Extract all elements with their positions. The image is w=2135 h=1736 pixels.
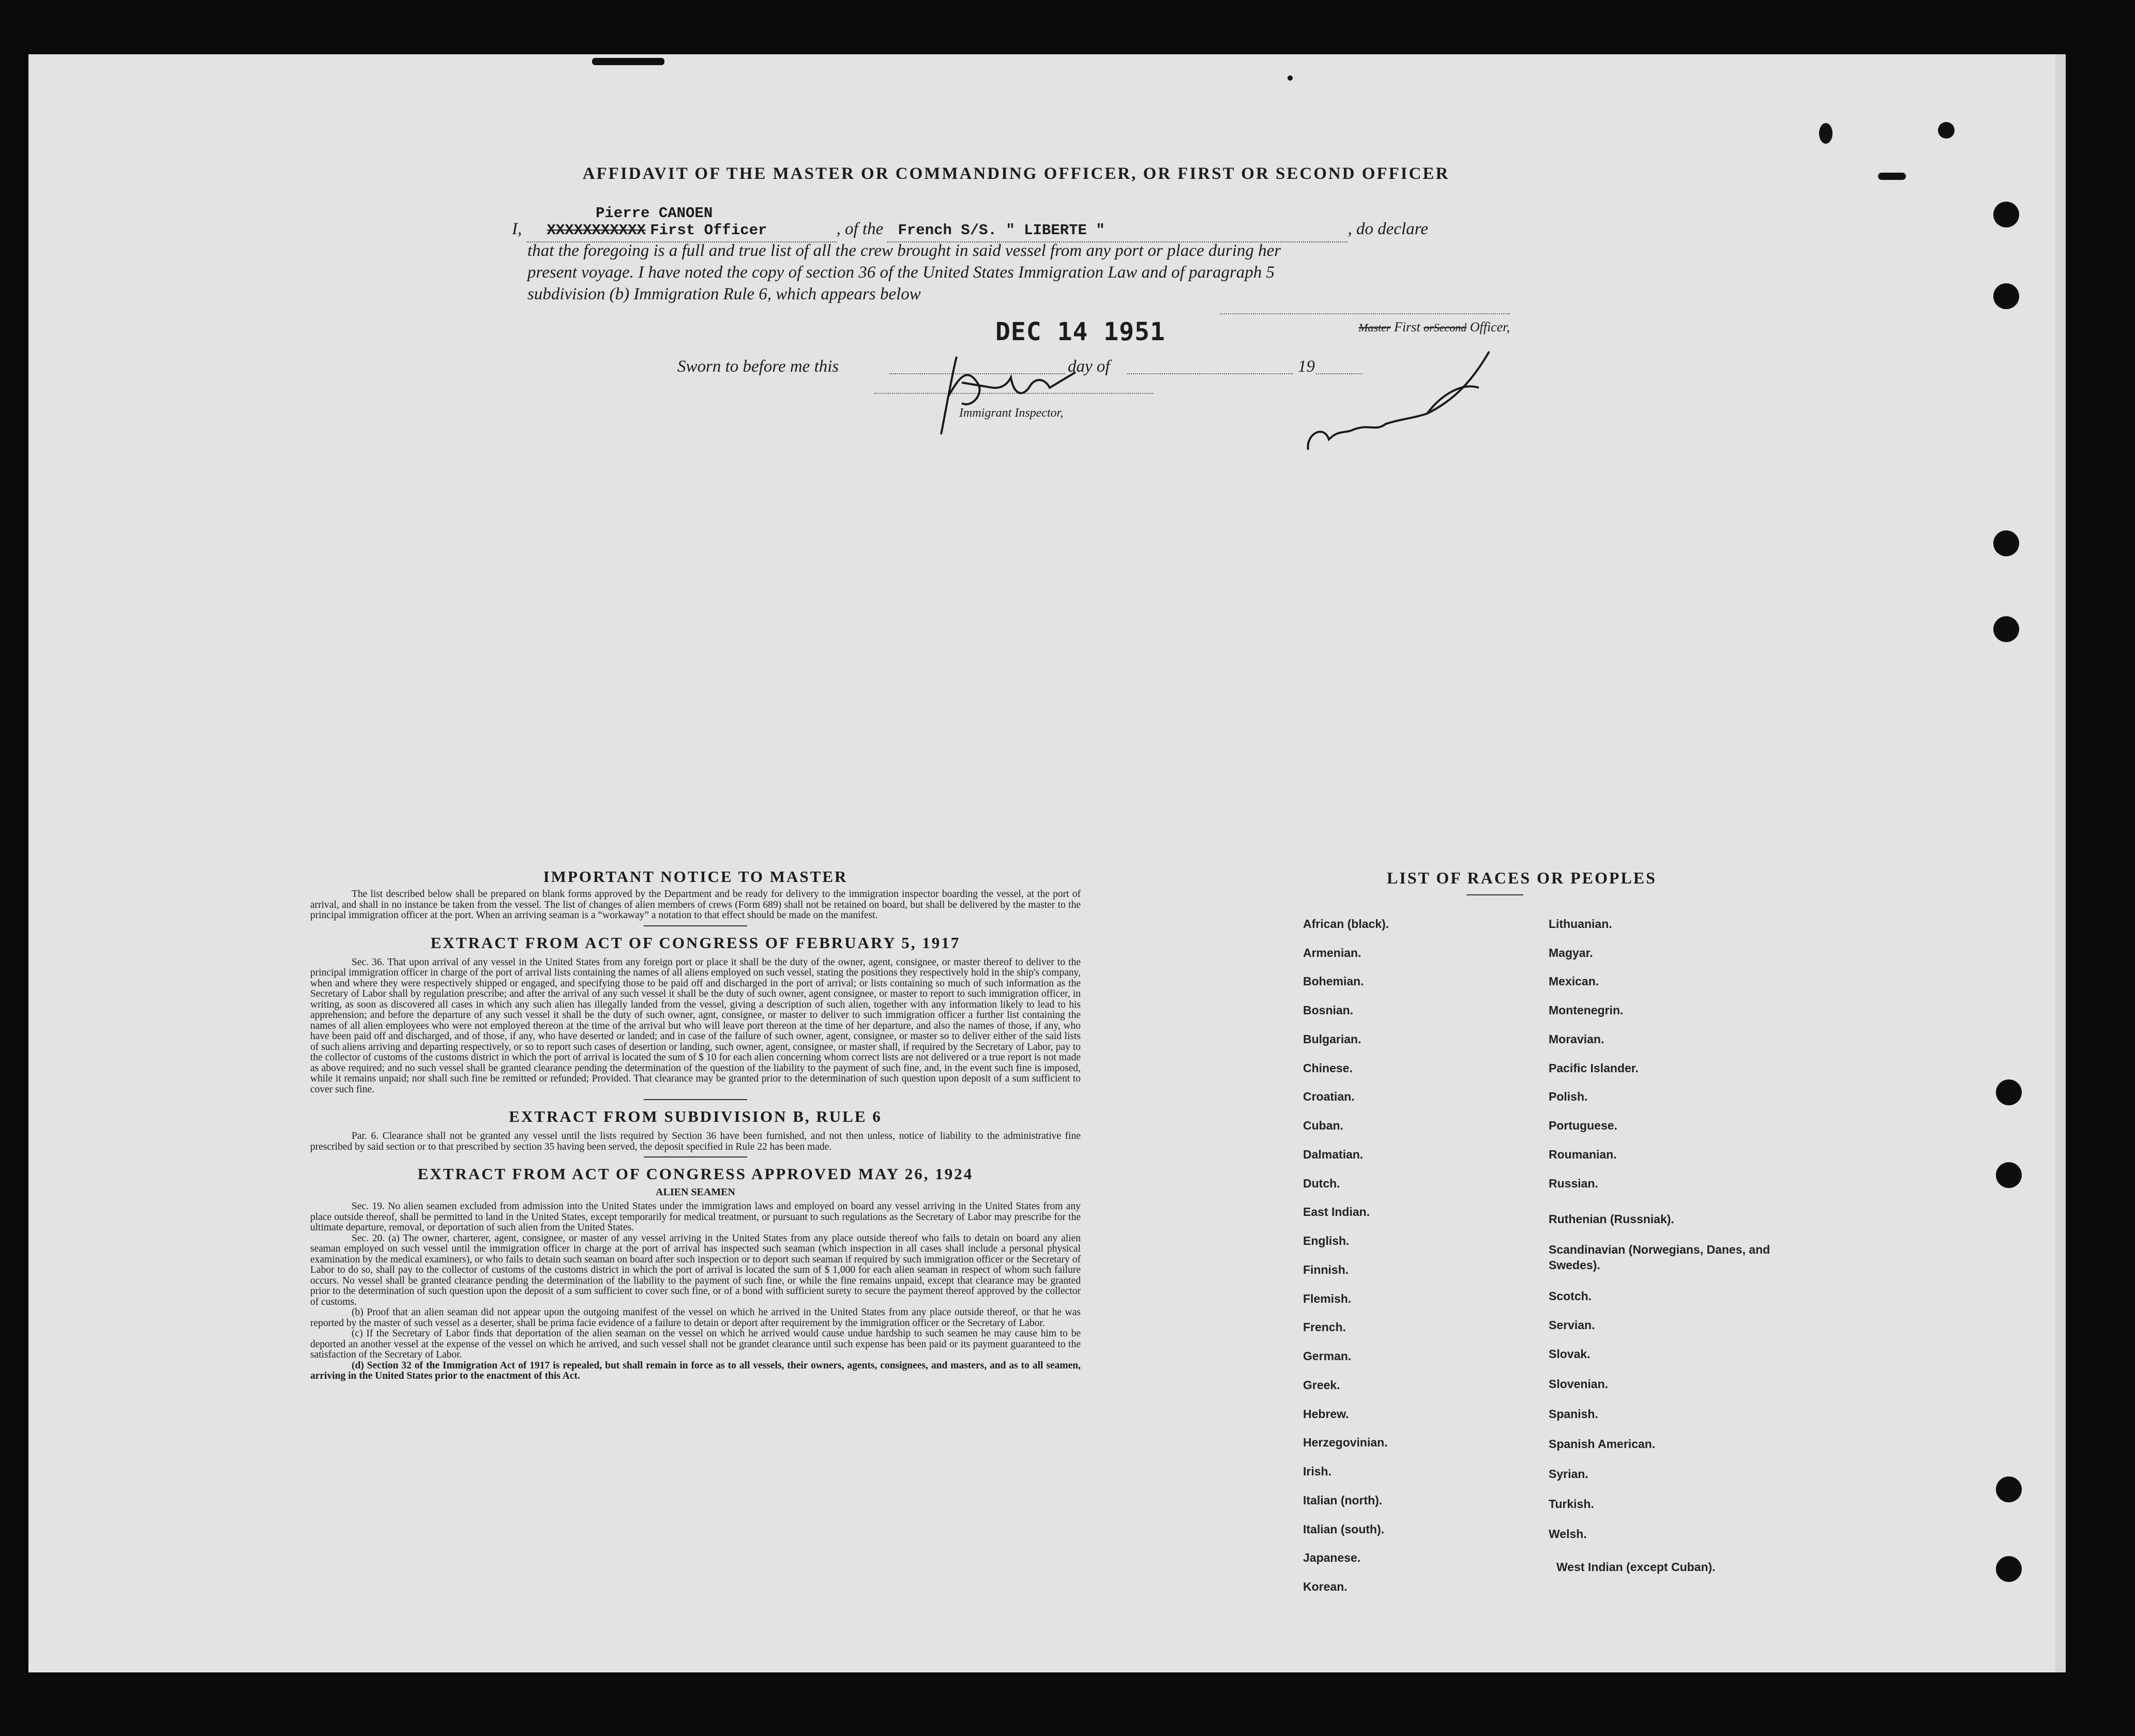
extract3-paragraph-5: (d) Section 32 of the Immigration Act of 1917 is repealed, but shall remain in force as to all vessels, their owners, agents, consignees, and masters, and as to all seamen, arriving in the United States prior to the enactment of this Act. bbox=[310, 1360, 1081, 1381]
ink-spot bbox=[592, 58, 664, 65]
race-item: Spanish. bbox=[1549, 1407, 1598, 1421]
race-item: Dutch. bbox=[1303, 1177, 1340, 1190]
officer-field bbox=[526, 218, 837, 242]
officer-signature bbox=[1293, 341, 1510, 460]
race-item: West Indian (except Cuban). bbox=[1556, 1560, 1716, 1574]
extract3-subtitle: ALIEN SEAMEN bbox=[656, 1186, 735, 1198]
typed-vessel: French S/S. " LIBERTE " bbox=[898, 222, 1105, 239]
divider bbox=[644, 925, 747, 926]
officer-first: First bbox=[1394, 319, 1420, 334]
race-item: Lithuanian. bbox=[1549, 917, 1612, 931]
extract1-body bbox=[310, 957, 1081, 1095]
extract1-title: EXTRACT FROM ACT OF CONGRESS OF FEBRUARY 5, 1917 bbox=[430, 933, 961, 952]
race-item: African (black). bbox=[1303, 917, 1389, 931]
ink-spot bbox=[1938, 122, 1955, 139]
extract3-body bbox=[310, 1201, 1081, 1382]
race-item: Polish. bbox=[1549, 1090, 1588, 1103]
extract3-paragraph-3: (b) Proof that an alien seaman did not appear upon the outgoing manifest of the vessel on which he arrived in the United States from any place outside thereof, or that he was reported by the master of such vessel as a deserter, shall be prima facie evidence of a failure to detain or deport after requirement by the immigration officer or the Secretary of Labor. bbox=[310, 1307, 1081, 1329]
race-item: Hebrew. bbox=[1303, 1407, 1349, 1421]
race-item: Spanish American. bbox=[1549, 1437, 1656, 1451]
race-item: Bosnian. bbox=[1303, 1003, 1354, 1017]
punch-hole bbox=[1993, 283, 2019, 309]
race-item: Servian. bbox=[1549, 1318, 1595, 1332]
race-item: Flemish. bbox=[1303, 1292, 1352, 1305]
divider bbox=[1466, 894, 1523, 895]
struck-second: Second bbox=[1433, 321, 1467, 334]
race-item: East Indian. bbox=[1303, 1205, 1370, 1219]
notice-paragraph: The list described below shall be prepared on blank forms approved by the Department and be ready for delivery to the immigration inspector boarding the vessel, at the port of arrival, and shall in no instance be taken from the vessel. The list of changes of alien members of crews (Form 689) shall not be retained on board, but shall be delivered by the master to the principal immigration officer at the port. When an arriving seaman is a “workaway” a notation to that effect should be made on the manifest. bbox=[310, 889, 1081, 921]
vessel-field bbox=[887, 218, 1347, 242]
extract1-paragraph: Sec. 36. That upon arrival of any vessel in the United States from any foreign port or place it shall be the duty of the owner, agent, consignee, or master thereof to deliver to the principal immigration officer in charge of the port of arrival lists containing the names of all aliens employed on such vessel, stating the positions they respectively hold in the ship's company, when and where they were respectively shipped or engaged, and specifying those to be paid off and discharged in the port of arrival; or lists containing so much of such information as the Secretary of Labor shall by regulation prescribe; and after the arrival of any such vessel it shall be the duty of such owner, agent consignee, or master to report to such immigration officer, in writing, as soon as discovered all cases in which any such alien has illegally landed from the vessel, giving a description of such alien, together with any information likely to lead to his apprehension; and before the departure of any such vessel it shall be the duty of such owner, agnt, consignee, or master to deliver to such immigration officer a further list containing the names of all alien employees who were not employed thereon at the time of the arrival but who will leave port thereon at the time of her departure, and also the names of those, if any, who have been paid off and discharged, and of those, if any, who have deserted or landed; and in case of the failure of such owner, agent, consignee, or master so to deliver either of the said lists of such aliens arriving and departing respectively, or so to report such cases of desertion or landing, such owner, agent, consignee, or master shall, if required by the Secretary of Labor, pay to the collector of customs of the customs district in which the port of arrival is located the sum of $ 10 for each alien concerning whom correct lists are not delivered or a true report is not made as above required; and no such vessel shall be granted clearance pending the determination of the question of the liability to the payment of such fine, and, in the event such fine is imposed, while it remains unpaid; nor shall such fine be remitted or refunded; Provided. That clearance may be granted prior to the determination of such question upon deposit of a sum sufficient to cover such fine. bbox=[310, 956, 1081, 1095]
extract2-title: EXTRACT FROM SUBDIVISION B, RULE 6 bbox=[509, 1107, 882, 1125]
struck-typed: XXXXXXXXXXX bbox=[547, 222, 646, 239]
affidavit-line-1 bbox=[512, 218, 1505, 242]
affidavit-line-3: present voyage. I have noted the copy of section 36 of the United States Immigration Law and of paragraph 5 bbox=[527, 263, 1275, 282]
race-item: Croatian. bbox=[1303, 1090, 1355, 1103]
sheet-edge bbox=[2055, 54, 2066, 1672]
divider bbox=[644, 1156, 747, 1158]
affidavit-title: AFFIDAVIT OF THE MASTER OR COMMANDING OFFICER, OR FIRST OR SECOND OFFICER bbox=[582, 164, 1450, 183]
inspector-label: Immigrant Inspector, bbox=[959, 406, 1064, 420]
race-item: Irish. bbox=[1303, 1465, 1331, 1478]
race-item: English. bbox=[1303, 1234, 1350, 1247]
officer-label: Officer, bbox=[1470, 319, 1510, 334]
race-item: Finnish. bbox=[1303, 1263, 1349, 1276]
race-item: Russian. bbox=[1549, 1177, 1598, 1190]
month-line bbox=[1127, 373, 1293, 374]
race-item: Slovak. bbox=[1549, 1347, 1591, 1361]
race-item: Roumanian. bbox=[1549, 1148, 1617, 1161]
punch-hole bbox=[1996, 1556, 2022, 1582]
ink-spot bbox=[1878, 173, 1906, 180]
typed-name: Pierre CANOEN bbox=[596, 205, 713, 222]
race-item: Italian (north). bbox=[1303, 1494, 1383, 1507]
struck-master: Master bbox=[1358, 321, 1391, 334]
punch-hole bbox=[1993, 202, 2019, 227]
race-item: German. bbox=[1303, 1349, 1352, 1363]
race-item: Armenian. bbox=[1303, 946, 1361, 960]
notice-body bbox=[310, 889, 1081, 921]
date-stamp: DEC 14 1951 bbox=[995, 317, 1165, 346]
divider bbox=[644, 1099, 747, 1100]
race-item: Scotch. bbox=[1549, 1289, 1592, 1303]
punch-hole bbox=[1993, 530, 2019, 556]
race-item: Welsh. bbox=[1549, 1527, 1587, 1541]
race-item: Herzegovinian. bbox=[1303, 1436, 1388, 1449]
race-item: Moravian. bbox=[1549, 1032, 1604, 1046]
officer-signature-line bbox=[1220, 313, 1510, 339]
affidavit-line-4: subdivision (b) Immigration Rule 6, which appears below bbox=[527, 285, 921, 303]
extract3-paragraph-2: Sec. 20. (a) The owner, charterer, agent, consignee, or master of any vessel arriving in the United States from any place outside thereof who fails to detain on board any alien seaman employed on such vessel until the immigration officer in charge at the port of arrival has inspected such seaman (which inspection in all cases shall include a personal physical examination by the medical examiners), or who fails to detain such seaman on board after such inspection or to deport such seaman if required by such immigration officer or the Secretary of Labor to do so, shall pay to the collector of customs of the customs district in which the port of arrival is located the sum of $ 1,000 for each alien seaman in respect of whom such failure occurs. No vessel shall be granted clearance pending the determination of the liability to the payment of such fine, or while the fine remains unpaid, except that clearance may be granted prior to the determination of such question upon the deposit of a sum sufficient to cover such fine, or of a bond with sufficient surety to secure the payment thereof approved by the collector of customs. bbox=[310, 1232, 1081, 1307]
race-item: Greek. bbox=[1303, 1378, 1340, 1392]
race-item: Montenegrin. bbox=[1549, 1003, 1624, 1017]
races-title: LIST OF RACES OR PEOPLES bbox=[1387, 869, 1657, 887]
race-item: Dalmatian. bbox=[1303, 1148, 1364, 1161]
notice-section bbox=[310, 867, 1081, 1382]
race-item: Ruthenian (Russniak). bbox=[1549, 1212, 1674, 1226]
year-prefix: 19 bbox=[1298, 357, 1315, 376]
sworn-text: Sworn to before me this bbox=[677, 357, 839, 376]
ink-spot bbox=[1288, 75, 1293, 81]
extract3-paragraph-4: (c) If the Secretary of Labor finds that deportation of the alien seaman on the vessel on which he arrived would cause undue hardship to such seamen he may cause him to be deported an another vessel at the expense of the vessel on which he arrived, and such vessel shall not be grandet clearance until such expense has been paid or its payment guaranteed to the satisfaction of the Secretary of Labor. bbox=[310, 1328, 1081, 1360]
race-item: Mexican. bbox=[1549, 974, 1599, 988]
race-item: Italian (south). bbox=[1303, 1522, 1385, 1536]
extract3-paragraph-1: Sec. 19. No alien seamen excluded from admission into the United States under the immigration laws and employed on board any vessel arriving in the United States from any place outside thereof, shall be permitted to land in the United States, except temporarily for medical treatment, or pursuant to such regulations as the Secretary of Labor may prescribe for the ultimate departure, removal, or deportation of such alien from the United States. bbox=[310, 1201, 1081, 1233]
race-item: Syrian. bbox=[1549, 1467, 1588, 1481]
affidavit-i: I, bbox=[512, 220, 522, 238]
race-item: French. bbox=[1303, 1320, 1346, 1334]
punch-hole bbox=[1996, 1079, 2022, 1105]
affidavit-of-the: , of the bbox=[836, 220, 884, 238]
typed-rank: First Officer bbox=[650, 222, 767, 239]
race-item: Japanese. bbox=[1303, 1551, 1361, 1564]
ink-spot bbox=[1819, 123, 1833, 144]
punch-hole bbox=[1996, 1476, 2022, 1502]
race-item: Portuguese. bbox=[1549, 1119, 1617, 1132]
race-item: Slovenian. bbox=[1549, 1377, 1609, 1391]
race-item: Korean. bbox=[1303, 1580, 1347, 1593]
day-of-text: day of bbox=[1068, 357, 1110, 376]
extract2-body bbox=[310, 1131, 1081, 1152]
punch-hole bbox=[1996, 1162, 2022, 1188]
race-item: Turkish. bbox=[1549, 1497, 1594, 1511]
affidavit-line-2: that the foregoing is a full and true list of all the crew brought in said vessel from any port or place during her bbox=[527, 241, 1281, 260]
struck-or: or bbox=[1424, 321, 1434, 334]
race-item: Pacific Islander. bbox=[1549, 1061, 1639, 1075]
race-item: Scandinavian (Norwegians, Danes, and Swedes). bbox=[1549, 1243, 1770, 1272]
race-item: Magyar. bbox=[1549, 946, 1593, 960]
inspector-signature bbox=[920, 346, 1091, 450]
extract3-title: EXTRACT FROM ACT OF CONGRESS APPROVED MAY 26, 1924 bbox=[417, 1165, 974, 1183]
extract2-paragraph: Par. 6. Clearance shall not be granted any vessel until the lists required by Section 36 have been furnished, and not then unless, notice of liability to the administrative fine prescribed by said section or to that prescribed by section 35 having been served, the deposit specified in Rule 22 has been made. bbox=[310, 1131, 1081, 1152]
race-item: Cuban. bbox=[1303, 1119, 1343, 1132]
affidavit-do-declare: , do declare bbox=[1347, 220, 1428, 238]
race-item: Bohemian. bbox=[1303, 974, 1364, 988]
race-item: Chinese. bbox=[1303, 1061, 1353, 1075]
race-item: Bulgarian. bbox=[1303, 1032, 1361, 1046]
punch-hole bbox=[1993, 616, 2019, 642]
notice-title: IMPORTANT NOTICE TO MASTER bbox=[543, 867, 848, 886]
